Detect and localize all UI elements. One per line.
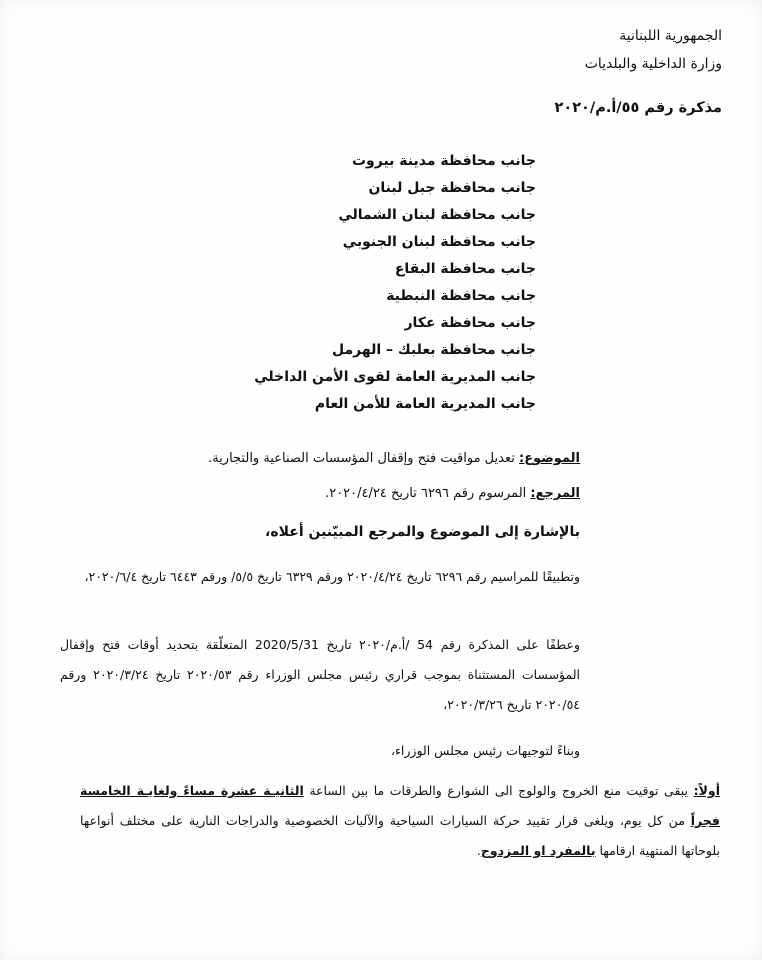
reference-line bbox=[325, 486, 580, 501]
first-clause-text-1: يبقى توقيت منع الخروج والولوج الى الشوارع والطرقات ما بين الساعة bbox=[303, 783, 694, 798]
recipient-item: جانب محافظة جبل لبنان bbox=[368, 180, 536, 196]
recipient-item: جانب محافظة لبنان الشمالي bbox=[338, 207, 536, 223]
reference-note: بالإشارة إلى الموضوع والمرجع المبيّنين أعلاه، bbox=[265, 524, 580, 540]
recipient-item: جانب محافظة مدينة بيروت bbox=[351, 153, 536, 169]
recipient-item: جانب محافظة عكار bbox=[404, 315, 536, 331]
republic-name: الجمهورية اللبنانية bbox=[619, 28, 722, 44]
recipient-item: جانب محافظة النبطية bbox=[386, 288, 536, 304]
subject-text: تعديل مواقيت فتح وإقفال المؤسسات الصناعية والتجارية. bbox=[208, 451, 519, 466]
decrees-paragraph: وتطبيقًا للمراسيم رقم ٦٢٩٦ تاريخ ٢٠٢٠/٤/٢٤ ورقم ٦٣٢٩ تاريخ ٥/٥/ ورقم ٦٤٤٣ تاريخ ٢٠٢٠/٦/٤، bbox=[84, 569, 580, 584]
first-clause-text-2: من كل يوم، ويلغى قرار تقييد حركة السيارات السياحية والآليات الخصوصية والدراجات النارية على مختلف أنواعها بلوحاتها المنتهية ارقامها bbox=[80, 813, 720, 858]
odd-even-emphasis: بالمفرد او المزدوج bbox=[480, 843, 596, 858]
recipients-list bbox=[254, 148, 536, 418]
ministry-name: وزارة الداخلية والبلديات bbox=[584, 56, 722, 72]
recipient-item: جانب محافظة لبنان الجنوبي bbox=[342, 234, 536, 250]
subject-line bbox=[208, 451, 580, 466]
reference-text: المرسوم رقم ٦٢٩٦ تاريخ ٢٠٢٠/٤/٢٤. bbox=[325, 486, 531, 501]
minister-directives-paragraph: وبناءً لتوجيهات رئيس مجلس الوزراء، bbox=[390, 743, 580, 758]
first-clause-label: أولاً: bbox=[693, 783, 720, 798]
first-clause-end: . bbox=[476, 843, 481, 858]
reference-label: المرجع: bbox=[530, 486, 580, 501]
curfew-hours: الثانيـة عشرة مساءً ولغايـة الخامسة فجراً bbox=[80, 783, 720, 828]
recipient-item: جانب المديرية العامة لقوى الأمن الداخلي bbox=[254, 369, 536, 385]
subject-label: الموضوع: bbox=[519, 451, 580, 466]
recipient-item: جانب المديرية العامة للأمن العام bbox=[314, 396, 536, 412]
recipient-item: جانب محافظة بعلبك – الهرمل bbox=[331, 342, 536, 358]
recipient-item: جانب محافظة البقاع bbox=[394, 261, 536, 277]
memo-reference-paragraph: وعطفًا على المذكرة رقم 54 /أ.م/٢٠٢٠ تاريخ 2020/5/31 المتعلّقة بتحديد أوقات فتح وإقفال المؤسسات المستثناة بموجب قراري رئيس مجلس الوزراء رقم ٢٠٢٠/٥٣ تاريخ ٢٠٢٠/٣/٢٤ ورقم ٢٠٢٠/٥٤ تاريخ ٢٠٢٠/٣/٢٦، bbox=[60, 637, 581, 712]
memo-number: مذكرة رقم ٥٥/أ.م/٢٠٢٠ bbox=[554, 100, 722, 116]
first-clause-paragraph bbox=[80, 776, 720, 866]
